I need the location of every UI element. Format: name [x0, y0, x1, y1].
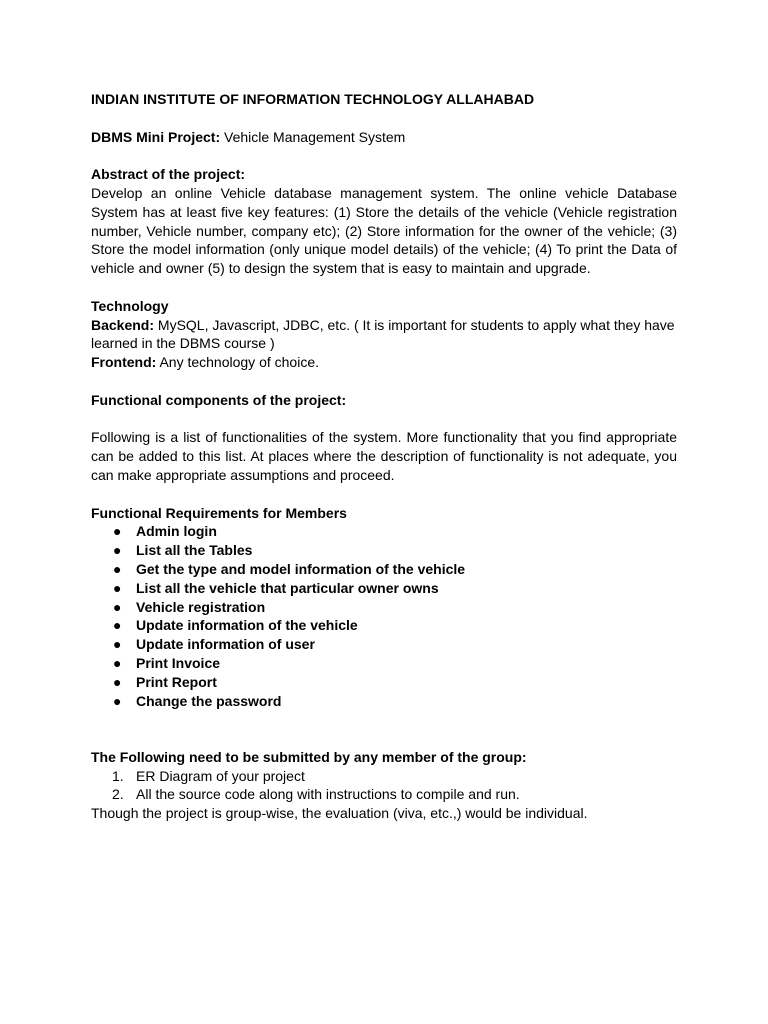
evaluation-note: Though the project is group-wise, the evaluation (viva, etc.,) would be individual. [91, 805, 588, 822]
list-item: ● List all the vehicle that particular owner owns [113, 579, 439, 596]
list-item: ● Admin login [113, 523, 217, 540]
item-number: 2. [112, 786, 124, 803]
bullet-icon: ● [113, 542, 122, 559]
list-item: 2. All the source code along with instructions to compile and run. [112, 786, 520, 803]
bullet-icon: ● [113, 617, 122, 634]
frontend-label: Frontend: [91, 354, 157, 371]
item-number: 1. [112, 767, 124, 784]
backend-label: Backend: [91, 316, 155, 333]
submission-list [91, 767, 677, 805]
bullet-icon: ● [113, 523, 122, 540]
project-title [91, 128, 677, 147]
backend-value: MySQL, Javascript, JDBC, etc. ( It is important for students to apply what they have learned in the DBMS course ) [91, 316, 675, 352]
bullet-icon: ● [113, 692, 122, 709]
list-item: ● Get the type and model information of the vehicle [113, 560, 466, 577]
list-item: 1. ER Diagram of your project [112, 767, 305, 784]
frontend-value: Any technology of choice. [159, 354, 319, 371]
project-name: Vehicle Management System [224, 128, 406, 145]
requirements-heading: Functional Requirements for Members [91, 504, 347, 521]
list-item: ● Update information of user [113, 636, 315, 653]
bullet-icon: ● [113, 579, 122, 596]
institute-title: INDIAN INSTITUTE OF INFORMATION TECHNOLOGY ALLAHABAD [91, 91, 535, 107]
abstract-text: Develop an online Vehicle database management system. The online vehicle Database System has at least five key features: (1) Store the details of the vehicle (Vehicle registration number, Vehicle number, company etc); (2) Store information for the owner of the vehicle; (3) Store the model information (only unique model details) of the vehicle; (4) To print the Data of vehicle and owner (5) to design the system that is easy to maintain and upgrade. [91, 184, 677, 277]
submission-heading: The Following need to be submitted by any member of the group: [91, 748, 527, 765]
list-item: ● Change the password [113, 692, 282, 709]
list-item: ● Print Invoice [113, 654, 221, 671]
list-item: ● Vehicle registration [113, 598, 266, 615]
requirements-list [91, 522, 677, 710]
bullet-icon: ● [113, 654, 122, 671]
functional-text: Following is a list of functionalities of the system. More functionality that you find appropriate can be added to this list. At places where the description of functionality is not adequate, you can make appropriate assumptions and proceed. [91, 429, 677, 483]
document-page [91, 90, 677, 823]
list-item: ● List all the Tables [113, 542, 253, 559]
project-label: DBMS Mini Project: [91, 128, 221, 145]
bullet-icon: ● [113, 673, 122, 690]
list-item: ● Print Report [113, 673, 217, 690]
frontend-line [91, 353, 677, 372]
bullet-icon: ● [113, 636, 122, 653]
functional-heading: Functional components of the project: [91, 391, 347, 408]
bullet-icon: ● [113, 560, 122, 577]
abstract-heading: Abstract of the project: [91, 166, 246, 183]
list-item: ● Update information of the vehicle [113, 617, 358, 634]
backend-line [91, 316, 677, 354]
bullet-icon: ● [113, 598, 122, 615]
technology-heading: Technology [91, 297, 169, 314]
